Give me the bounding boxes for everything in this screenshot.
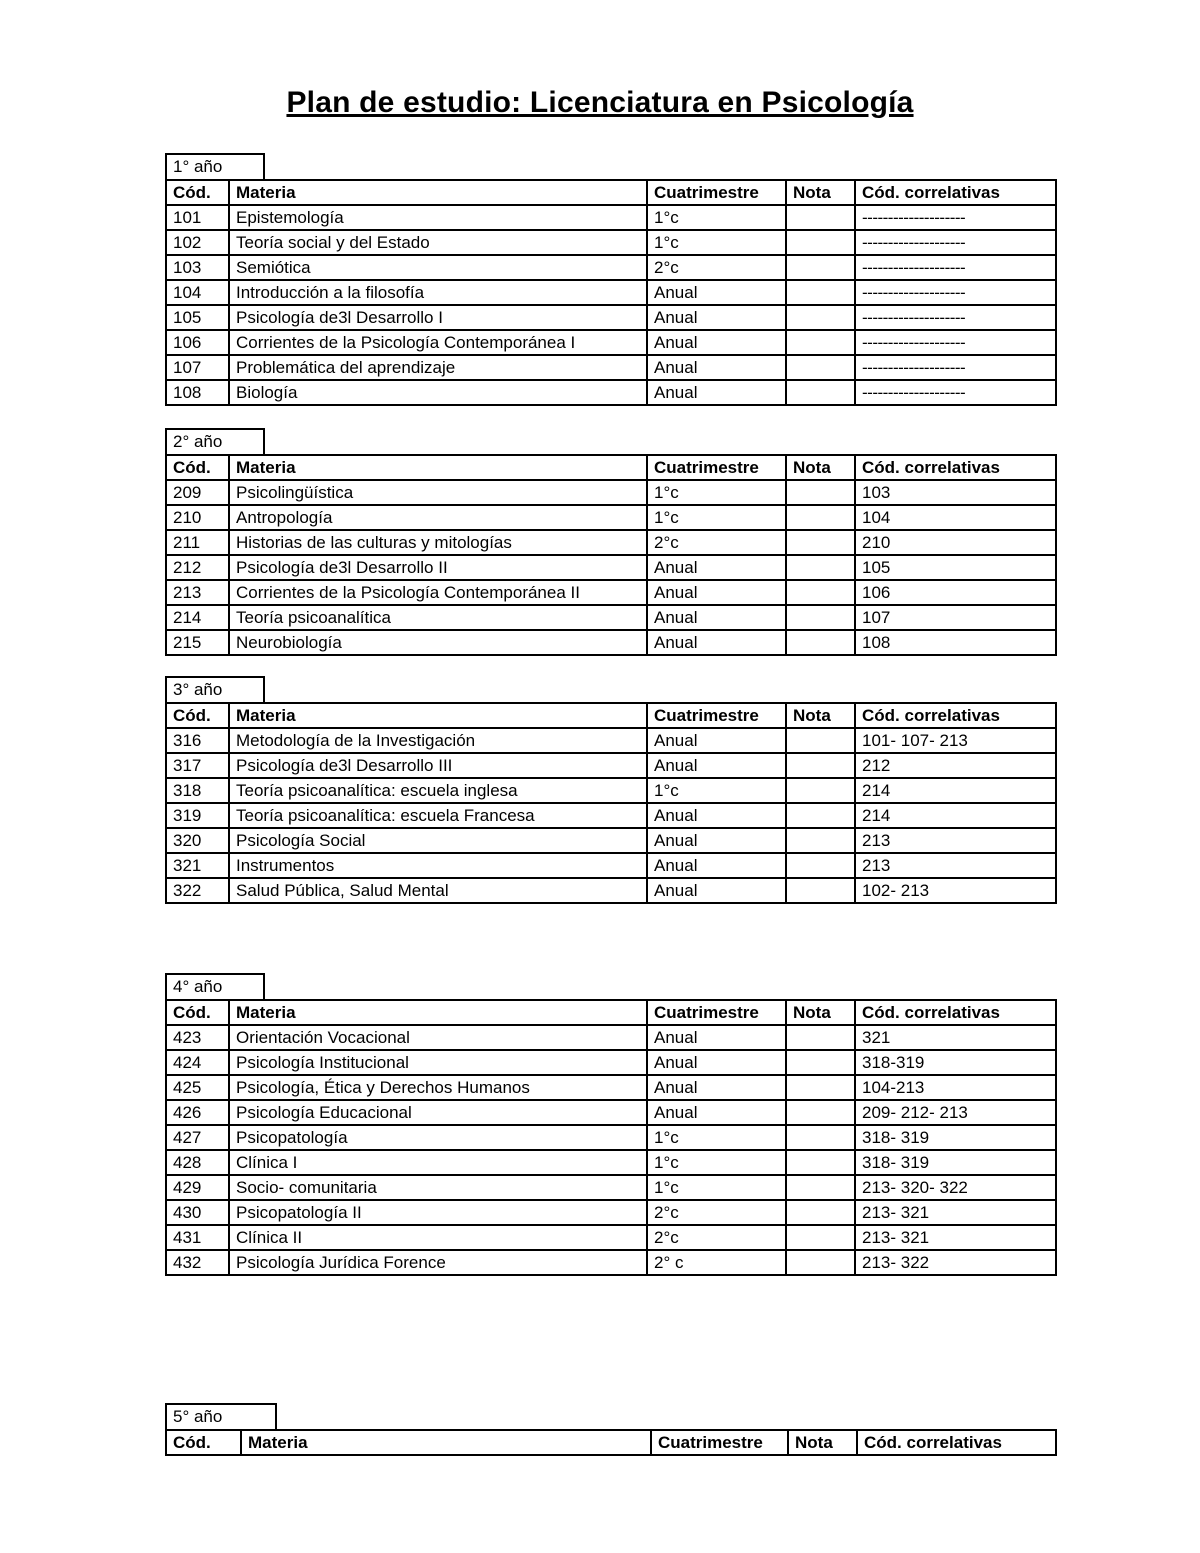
table-row: [166, 230, 1056, 255]
cell-cod: 211: [166, 530, 229, 555]
cell-correlativas: --------------------: [855, 230, 1056, 255]
cell-correlativas: 103: [855, 480, 1056, 505]
table-row: [166, 380, 1056, 405]
header-nota: Nota: [788, 1430, 857, 1455]
cell-nota: [786, 605, 855, 630]
year-label: 5° año: [165, 1403, 277, 1429]
cell-nota: [786, 878, 855, 903]
cell-cuatrimestre: Anual: [647, 753, 786, 778]
cell-materia: Epistemología: [229, 205, 647, 230]
cell-correlativas: --------------------: [855, 330, 1056, 355]
cell-cod: 102: [166, 230, 229, 255]
cell-correlativas: --------------------: [855, 255, 1056, 280]
header-materia: Materia: [241, 1430, 651, 1455]
cell-cuatrimestre: 1°c: [647, 230, 786, 255]
cell-materia: Historias de las culturas y mitologías: [229, 530, 647, 555]
header-materia: Materia: [229, 703, 647, 728]
table-row: [166, 878, 1056, 903]
cell-correlativas: 214: [855, 803, 1056, 828]
cell-materia: Neurobiología: [229, 630, 647, 655]
cell-cuatrimestre: Anual: [647, 1025, 786, 1050]
header-nota: Nota: [786, 455, 855, 480]
cell-materia: Psicología Institucional: [229, 1050, 647, 1075]
table-row: [166, 280, 1056, 305]
header-correlativas: Cód. correlativas: [855, 455, 1056, 480]
cell-cuatrimestre: Anual: [647, 828, 786, 853]
cell-materia: Metodología de la Investigación: [229, 728, 647, 753]
cell-correlativas: 210: [855, 530, 1056, 555]
cell-nota: [786, 828, 855, 853]
cell-nota: [786, 1050, 855, 1075]
cell-cod: 104: [166, 280, 229, 305]
cell-cod: 426: [166, 1100, 229, 1125]
table-row: [166, 605, 1056, 630]
cell-correlativas: 108: [855, 630, 1056, 655]
cell-cuatrimestre: Anual: [647, 580, 786, 605]
cell-nota: [786, 355, 855, 380]
header-cod: Cód.: [166, 1430, 241, 1455]
cell-materia: Clínica I: [229, 1150, 647, 1175]
cell-nota: [786, 580, 855, 605]
cell-cod: 430: [166, 1200, 229, 1225]
cell-cod: 427: [166, 1125, 229, 1150]
header-nota: Nota: [786, 180, 855, 205]
cell-nota: [786, 1225, 855, 1250]
table-row: [166, 1150, 1056, 1175]
table-row: [166, 828, 1056, 853]
table-row: [166, 530, 1056, 555]
cell-cod: 321: [166, 853, 229, 878]
cell-cod: 103: [166, 255, 229, 280]
cell-nota: [786, 380, 855, 405]
cell-cod: 423: [166, 1025, 229, 1050]
cell-correlativas: 212: [855, 753, 1056, 778]
table-row: [166, 1225, 1056, 1250]
cell-nota: [786, 1250, 855, 1275]
subjects-table: [165, 454, 1057, 656]
cell-materia: Teoría social y del Estado: [229, 230, 647, 255]
cell-cod: 319: [166, 803, 229, 828]
cell-nota: [786, 230, 855, 255]
cell-correlativas: 318-319: [855, 1050, 1056, 1075]
cell-cuatrimestre: Anual: [647, 280, 786, 305]
cell-cuatrimestre: 1°c: [647, 205, 786, 230]
cell-cuatrimestre: Anual: [647, 330, 786, 355]
cell-cuatrimestre: 1°c: [647, 778, 786, 803]
cell-cuatrimestre: 2°c: [647, 1200, 786, 1225]
cell-cuatrimestre: Anual: [647, 380, 786, 405]
header-cuatrimestre: Cuatrimestre: [651, 1430, 788, 1455]
cell-cuatrimestre: Anual: [647, 878, 786, 903]
table-row: [166, 480, 1056, 505]
cell-materia: Psicología de3l Desarrollo II: [229, 555, 647, 580]
year-label: 4° año: [165, 973, 265, 999]
cell-correlativas: 209- 212- 213: [855, 1100, 1056, 1125]
cell-nota: [786, 1025, 855, 1050]
year-label: 3° año: [165, 676, 265, 702]
header-correlativas: Cód. correlativas: [857, 1430, 1056, 1455]
table-row: [166, 853, 1056, 878]
cell-nota: [786, 530, 855, 555]
cell-materia: Socio- comunitaria: [229, 1175, 647, 1200]
cell-cuatrimestre: 2°c: [647, 530, 786, 555]
header-nota: Nota: [786, 703, 855, 728]
cell-cuatrimestre: 2° c: [647, 1250, 786, 1275]
cell-cuatrimestre: Anual: [647, 853, 786, 878]
cell-correlativas: 101- 107- 213: [855, 728, 1056, 753]
table-row: [166, 330, 1056, 355]
cell-nota: [786, 255, 855, 280]
cell-nota: [786, 853, 855, 878]
cell-cod: 318: [166, 778, 229, 803]
cell-materia: Psicopatología II: [229, 1200, 647, 1225]
header-cod: Cód.: [166, 180, 229, 205]
cell-cod: 209: [166, 480, 229, 505]
table-row: [166, 555, 1056, 580]
table-row: [166, 1125, 1056, 1150]
header-cod: Cód.: [166, 703, 229, 728]
cell-materia: Antropología: [229, 505, 647, 530]
cell-cuatrimestre: Anual: [647, 555, 786, 580]
header-correlativas: Cód. correlativas: [855, 1000, 1056, 1025]
cell-cuatrimestre: Anual: [647, 1100, 786, 1125]
cell-cod: 108: [166, 380, 229, 405]
cell-materia: Biología: [229, 380, 647, 405]
cell-materia: Instrumentos: [229, 853, 647, 878]
cell-cod: 317: [166, 753, 229, 778]
cell-cod: 213: [166, 580, 229, 605]
cell-nota: [786, 1075, 855, 1100]
cell-correlativas: 213- 320- 322: [855, 1175, 1056, 1200]
header-materia: Materia: [229, 455, 647, 480]
cell-correlativas: 214: [855, 778, 1056, 803]
table-row: [166, 505, 1056, 530]
table-row: [166, 255, 1056, 280]
cell-nota: [786, 480, 855, 505]
cell-materia: Teoría psicoanalítica: escuela Francesa: [229, 803, 647, 828]
table-row: [166, 305, 1056, 330]
cell-correlativas: 213: [855, 853, 1056, 878]
header-correlativas: Cód. correlativas: [855, 180, 1056, 205]
cell-materia: Psicología de3l Desarrollo III: [229, 753, 647, 778]
cell-cod: 316: [166, 728, 229, 753]
subjects-table: [165, 179, 1057, 406]
cell-materia: Psicología, Ética y Derechos Humanos: [229, 1075, 647, 1100]
cell-correlativas: 321: [855, 1025, 1056, 1050]
header-nota: Nota: [786, 1000, 855, 1025]
cell-cuatrimestre: Anual: [647, 630, 786, 655]
cell-cod: 431: [166, 1225, 229, 1250]
subjects-table: [165, 999, 1057, 1276]
table-row: [166, 205, 1056, 230]
cell-nota: [786, 1200, 855, 1225]
table-row: [166, 803, 1056, 828]
cell-correlativas: --------------------: [855, 205, 1056, 230]
cell-cod: 107: [166, 355, 229, 380]
cell-nota: [786, 280, 855, 305]
cell-cod: 425: [166, 1075, 229, 1100]
cell-materia: Orientación Vocacional: [229, 1025, 647, 1050]
table-row: [166, 1250, 1056, 1275]
header-cuatrimestre: Cuatrimestre: [647, 455, 786, 480]
cell-correlativas: 213- 322: [855, 1250, 1056, 1275]
table-row: [166, 1100, 1056, 1125]
header-cuatrimestre: Cuatrimestre: [647, 703, 786, 728]
cell-nota: [786, 778, 855, 803]
cell-nota: [786, 305, 855, 330]
cell-cuatrimestre: Anual: [647, 803, 786, 828]
cell-correlativas: --------------------: [855, 305, 1056, 330]
cell-cuatrimestre: 1°c: [647, 480, 786, 505]
cell-cod: 322: [166, 878, 229, 903]
cell-cuatrimestre: Anual: [647, 605, 786, 630]
cell-nota: [786, 205, 855, 230]
table-row: [166, 630, 1056, 655]
cell-cuatrimestre: Anual: [647, 728, 786, 753]
cell-materia: Psicología de3l Desarrollo I: [229, 305, 647, 330]
cell-materia: Corrientes de la Psicología Contemporánea I: [229, 330, 647, 355]
cell-materia: Problemática del aprendizaje: [229, 355, 647, 380]
cell-cod: 210: [166, 505, 229, 530]
cell-cuatrimestre: Anual: [647, 305, 786, 330]
cell-nota: [786, 1100, 855, 1125]
year-label: 2° año: [165, 428, 265, 454]
cell-cod: 429: [166, 1175, 229, 1200]
cell-correlativas: 107: [855, 605, 1056, 630]
year-block-5: [165, 1403, 1055, 1456]
table-header-row: [166, 455, 1056, 480]
cell-nota: [786, 1175, 855, 1200]
cell-nota: [786, 1125, 855, 1150]
cell-correlativas: 106: [855, 580, 1056, 605]
cell-materia: Salud Pública, Salud Mental: [229, 878, 647, 903]
cell-cod: 424: [166, 1050, 229, 1075]
cell-cod: 428: [166, 1150, 229, 1175]
cell-cuatrimestre: Anual: [647, 355, 786, 380]
cell-materia: Semiótica: [229, 255, 647, 280]
subjects-table: [165, 1429, 1057, 1456]
table-row: [166, 355, 1056, 380]
cell-nota: [786, 803, 855, 828]
cell-nota: [786, 330, 855, 355]
header-cod: Cód.: [166, 455, 229, 480]
cell-nota: [786, 728, 855, 753]
cell-cuatrimestre: 1°c: [647, 1125, 786, 1150]
cell-cod: 101: [166, 205, 229, 230]
header-materia: Materia: [229, 180, 647, 205]
cell-materia: Psicopatología: [229, 1125, 647, 1150]
cell-materia: Psicología Social: [229, 828, 647, 853]
header-cuatrimestre: Cuatrimestre: [647, 1000, 786, 1025]
cell-cuatrimestre: 1°c: [647, 1175, 786, 1200]
cell-materia: Teoría psicoanalítica: escuela inglesa: [229, 778, 647, 803]
cell-materia: Corrientes de la Psicología Contemporánea II: [229, 580, 647, 605]
cell-cod: 432: [166, 1250, 229, 1275]
table-row: [166, 753, 1056, 778]
cell-nota: [786, 1150, 855, 1175]
cell-materia: Psicología Jurídica Forence: [229, 1250, 647, 1275]
cell-nota: [786, 753, 855, 778]
cell-correlativas: 104-213: [855, 1075, 1056, 1100]
cell-correlativas: 213- 321: [855, 1200, 1056, 1225]
cell-cuatrimestre: 1°c: [647, 505, 786, 530]
header-correlativas: Cód. correlativas: [855, 703, 1056, 728]
cell-cod: 106: [166, 330, 229, 355]
cell-cod: 214: [166, 605, 229, 630]
subjects-table: [165, 702, 1057, 904]
cell-correlativas: --------------------: [855, 280, 1056, 305]
header-cod: Cód.: [166, 1000, 229, 1025]
year-block-3: [165, 676, 1055, 904]
cell-nota: [786, 555, 855, 580]
cell-correlativas: --------------------: [855, 355, 1056, 380]
table-row: [166, 728, 1056, 753]
table-header-row: [166, 703, 1056, 728]
cell-cod: 215: [166, 630, 229, 655]
table-row: [166, 1075, 1056, 1100]
cell-correlativas: 105: [855, 555, 1056, 580]
table-header-row: [166, 180, 1056, 205]
cell-materia: Clínica II: [229, 1225, 647, 1250]
cell-correlativas: 104: [855, 505, 1056, 530]
cell-correlativas: 318- 319: [855, 1125, 1056, 1150]
year-block-1: [165, 153, 1055, 406]
cell-cod: 320: [166, 828, 229, 853]
cell-materia: Psicolingüística: [229, 480, 647, 505]
cell-materia: Introducción a la filosofía: [229, 280, 647, 305]
cell-materia: Psicología Educacional: [229, 1100, 647, 1125]
table-row: [166, 580, 1056, 605]
table-header-row: [166, 1000, 1056, 1025]
cell-cuatrimestre: Anual: [647, 1050, 786, 1075]
table-row: [166, 1200, 1056, 1225]
table-row: [166, 1025, 1056, 1050]
header-cuatrimestre: Cuatrimestre: [647, 180, 786, 205]
cell-correlativas: 102- 213: [855, 878, 1056, 903]
cell-cuatrimestre: Anual: [647, 1075, 786, 1100]
cell-correlativas: --------------------: [855, 380, 1056, 405]
cell-cod: 212: [166, 555, 229, 580]
cell-nota: [786, 630, 855, 655]
header-materia: Materia: [229, 1000, 647, 1025]
year-block-4: [165, 973, 1055, 1276]
cell-cuatrimestre: 2°c: [647, 1225, 786, 1250]
cell-nota: [786, 505, 855, 530]
table-header-row: [166, 1430, 1056, 1455]
cell-correlativas: 213- 321: [855, 1225, 1056, 1250]
table-row: [166, 1175, 1056, 1200]
cell-correlativas: 213: [855, 828, 1056, 853]
cell-cuatrimestre: 2°c: [647, 255, 786, 280]
cell-cod: 105: [166, 305, 229, 330]
cell-cuatrimestre: 1°c: [647, 1150, 786, 1175]
year-block-2: [165, 428, 1055, 656]
table-row: [166, 1050, 1056, 1075]
cell-materia: Teoría psicoanalítica: [229, 605, 647, 630]
page-title: Plan de estudio: Licenciatura en Psicología: [286, 86, 914, 119]
year-label: 1° año: [165, 153, 265, 179]
cell-correlativas: 318- 319: [855, 1150, 1056, 1175]
table-row: [166, 778, 1056, 803]
